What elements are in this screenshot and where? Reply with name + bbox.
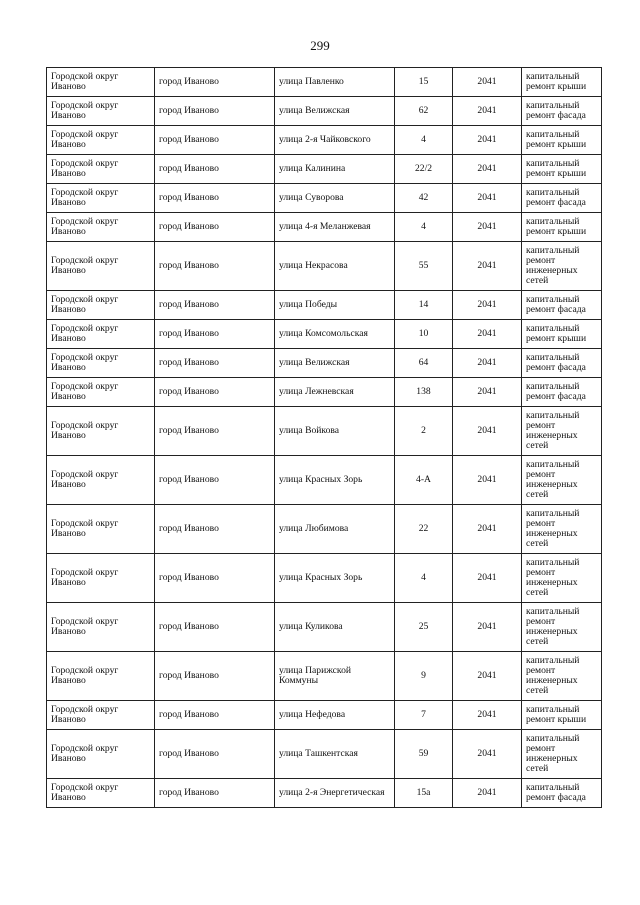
table-row [47, 603, 602, 652]
work-type-cell: капитальный ремонт инженерных сетей [522, 407, 602, 456]
street-cell: улица Лежневская [275, 378, 395, 407]
house-number-cell: 4-А [395, 456, 453, 505]
work-type-cell: капитальный ремонт инженерных сетей [522, 603, 602, 652]
district-cell: Городской округ Иваново [47, 652, 155, 701]
house-number-cell: 4 [395, 213, 453, 242]
city-cell: город Иваново [155, 554, 275, 603]
year-cell: 2041 [453, 378, 522, 407]
work-type-cell: капитальный ремонт инженерных сетей [522, 505, 602, 554]
page-number: 299 [310, 38, 330, 53]
work-type-cell: капитальный ремонт крыши [522, 126, 602, 155]
house-number-cell: 64 [395, 349, 453, 378]
city-cell: город Иваново [155, 378, 275, 407]
district-cell: Городской округ Иваново [47, 320, 155, 349]
district-cell: Городской округ Иваново [47, 779, 155, 808]
year-cell: 2041 [453, 652, 522, 701]
house-number-cell: 62 [395, 97, 453, 126]
house-number-cell: 14 [395, 291, 453, 320]
work-type-cell: капитальный ремонт крыши [522, 68, 602, 97]
house-number-cell: 59 [395, 730, 453, 779]
work-type-cell: капитальный ремонт фасада [522, 349, 602, 378]
house-number-cell: 25 [395, 603, 453, 652]
year-cell: 2041 [453, 701, 522, 730]
work-type-cell: капитальный ремонт инженерных сетей [522, 456, 602, 505]
district-cell: Городской округ Иваново [47, 291, 155, 320]
district-cell: Городской округ Иваново [47, 554, 155, 603]
city-cell: город Иваново [155, 505, 275, 554]
year-cell: 2041 [453, 213, 522, 242]
district-cell: Городской округ Иваново [47, 505, 155, 554]
street-cell: улица Парижской Коммуны [275, 652, 395, 701]
year-cell: 2041 [453, 155, 522, 184]
table-row [47, 349, 602, 378]
street-cell: улица Калинина [275, 155, 395, 184]
table-row [47, 730, 602, 779]
year-cell: 2041 [453, 554, 522, 603]
city-cell: город Иваново [155, 779, 275, 808]
city-cell: город Иваново [155, 184, 275, 213]
city-cell: город Иваново [155, 349, 275, 378]
street-cell: улица Ташкентская [275, 730, 395, 779]
district-cell: Городской округ Иваново [47, 456, 155, 505]
city-cell: город Иваново [155, 603, 275, 652]
street-cell: улица 4-я Меланжевая [275, 213, 395, 242]
year-cell: 2041 [453, 320, 522, 349]
district-cell: Городской округ Иваново [47, 97, 155, 126]
year-cell: 2041 [453, 730, 522, 779]
table-row [47, 291, 602, 320]
work-type-cell: капитальный ремонт крыши [522, 213, 602, 242]
table-row [47, 779, 602, 808]
year-cell: 2041 [453, 456, 522, 505]
street-cell: улица Любимова [275, 505, 395, 554]
year-cell: 2041 [453, 407, 522, 456]
table-row [47, 155, 602, 184]
house-number-cell: 4 [395, 126, 453, 155]
year-cell: 2041 [453, 126, 522, 155]
house-number-cell: 15 [395, 68, 453, 97]
city-cell: город Иваново [155, 320, 275, 349]
year-cell: 2041 [453, 505, 522, 554]
house-number-cell: 42 [395, 184, 453, 213]
work-type-cell: капитальный ремонт инженерных сетей [522, 554, 602, 603]
work-type-cell: капитальный ремонт фасада [522, 779, 602, 808]
house-number-cell: 15а [395, 779, 453, 808]
street-cell: улица Красных Зорь [275, 554, 395, 603]
work-type-cell: капитальный ремонт крыши [522, 155, 602, 184]
work-type-cell: капитальный ремонт инженерных сетей [522, 730, 602, 779]
year-cell: 2041 [453, 349, 522, 378]
district-cell: Городской округ Иваново [47, 603, 155, 652]
district-cell: Городской округ Иваново [47, 349, 155, 378]
work-type-cell: капитальный ремонт фасада [522, 291, 602, 320]
table-row [47, 378, 602, 407]
table-row [47, 242, 602, 291]
district-cell: Городской округ Иваново [47, 126, 155, 155]
house-number-cell: 10 [395, 320, 453, 349]
street-cell: улица Павленко [275, 68, 395, 97]
street-cell: улица Куликова [275, 603, 395, 652]
table-row [47, 505, 602, 554]
year-cell: 2041 [453, 97, 522, 126]
table-row [47, 97, 602, 126]
repair-registry-table [46, 67, 602, 808]
street-cell: улица Комсомольская [275, 320, 395, 349]
city-cell: город Иваново [155, 68, 275, 97]
year-cell: 2041 [453, 779, 522, 808]
district-cell: Городской округ Иваново [47, 407, 155, 456]
district-cell: Городской округ Иваново [47, 242, 155, 291]
district-cell: Городской округ Иваново [47, 155, 155, 184]
table-row [47, 184, 602, 213]
year-cell: 2041 [453, 184, 522, 213]
street-cell: улица Победы [275, 291, 395, 320]
street-cell: улица 2-я Энергетическая [275, 779, 395, 808]
district-cell: Городской округ Иваново [47, 184, 155, 213]
district-cell: Городской округ Иваново [47, 213, 155, 242]
city-cell: город Иваново [155, 155, 275, 184]
year-cell: 2041 [453, 603, 522, 652]
street-cell: улица Велижская [275, 97, 395, 126]
district-cell: Городской округ Иваново [47, 730, 155, 779]
table-row [47, 213, 602, 242]
house-number-cell: 55 [395, 242, 453, 291]
city-cell: город Иваново [155, 701, 275, 730]
street-cell: улица Некрасова [275, 242, 395, 291]
year-cell: 2041 [453, 242, 522, 291]
table-row [47, 652, 602, 701]
street-cell: улица Нефедова [275, 701, 395, 730]
city-cell: город Иваново [155, 97, 275, 126]
table-row [47, 68, 602, 97]
city-cell: город Иваново [155, 730, 275, 779]
table-row [47, 320, 602, 349]
city-cell: город Иваново [155, 456, 275, 505]
street-cell: улица Суворова [275, 184, 395, 213]
work-type-cell: капитальный ремонт инженерных сетей [522, 242, 602, 291]
city-cell: город Иваново [155, 126, 275, 155]
city-cell: город Иваново [155, 242, 275, 291]
city-cell: город Иваново [155, 407, 275, 456]
table-row [47, 554, 602, 603]
work-type-cell: капитальный ремонт фасада [522, 97, 602, 126]
house-number-cell: 9 [395, 652, 453, 701]
street-cell: улица Красных Зорь [275, 456, 395, 505]
street-cell: улица Войкова [275, 407, 395, 456]
city-cell: город Иваново [155, 291, 275, 320]
registry-body [47, 68, 602, 808]
district-cell: Городской округ Иваново [47, 378, 155, 407]
table-row [47, 701, 602, 730]
work-type-cell: капитальный ремонт фасада [522, 184, 602, 213]
work-type-cell: капитальный ремонт инженерных сетей [522, 652, 602, 701]
district-cell: Городской округ Иваново [47, 701, 155, 730]
table-row [47, 126, 602, 155]
house-number-cell: 138 [395, 378, 453, 407]
house-number-cell: 2 [395, 407, 453, 456]
year-cell: 2041 [453, 68, 522, 97]
district-cell: Городской округ Иваново [47, 68, 155, 97]
city-cell: город Иваново [155, 652, 275, 701]
work-type-cell: капитальный ремонт крыши [522, 701, 602, 730]
work-type-cell: капитальный ремонт крыши [522, 320, 602, 349]
street-cell: улица 2-я Чайковского [275, 126, 395, 155]
house-number-cell: 4 [395, 554, 453, 603]
city-cell: город Иваново [155, 213, 275, 242]
table-row [47, 456, 602, 505]
house-number-cell: 7 [395, 701, 453, 730]
work-type-cell: капитальный ремонт фасада [522, 378, 602, 407]
year-cell: 2041 [453, 291, 522, 320]
table-row [47, 407, 602, 456]
street-cell: улица Велижская [275, 349, 395, 378]
house-number-cell: 22 [395, 505, 453, 554]
house-number-cell: 22/2 [395, 155, 453, 184]
